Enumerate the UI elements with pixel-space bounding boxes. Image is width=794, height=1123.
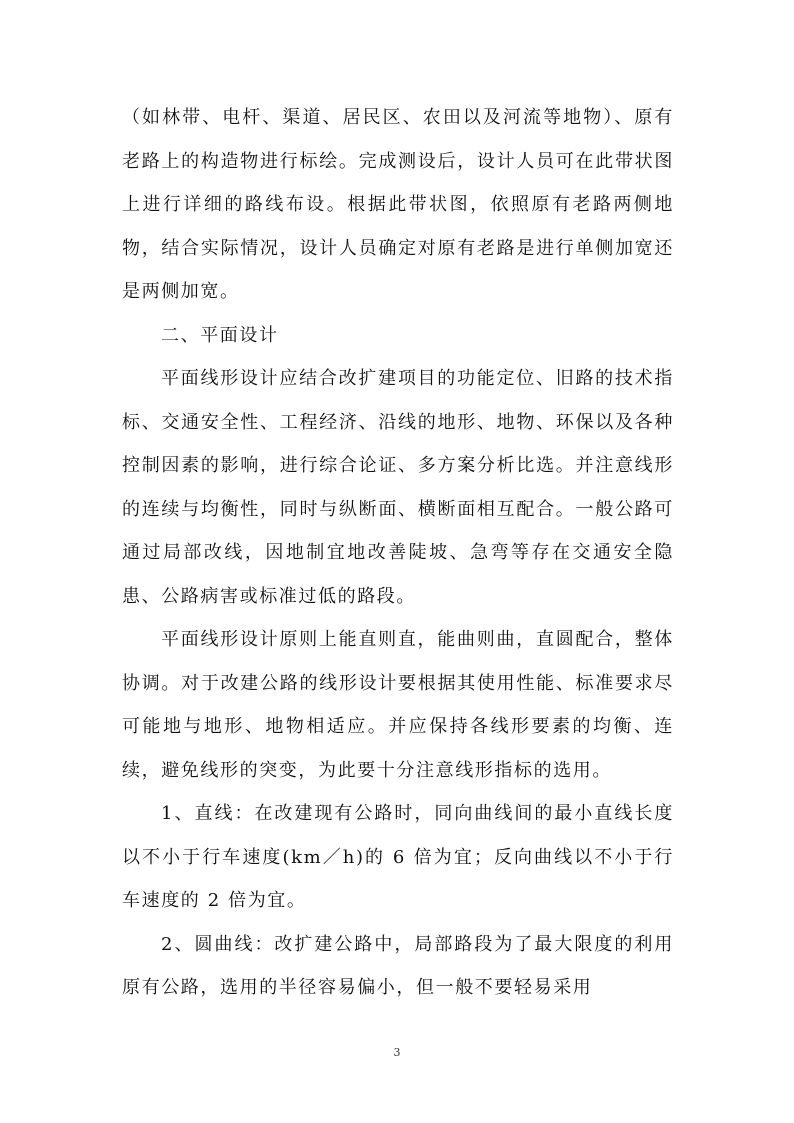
paragraph-plane-alignment-design: 平面线形设计应结合改扩建项目的功能定位、旧路的技术指标、交通安全性、工程经济、沿线的地形、地物、环保以及各种控制因素的影响，进行综合论证、多方案分析比选。并注意线形的连续与均衡性，同时与纵断面、横断面相互配合。一般公路可通过局部改线，因地制宜地改善陡坡、急弯等存在交通安全隐患、公路病害或标准过低的路段。 [122, 368, 674, 607]
paragraph-design-principles: 平面线形设计原则上能直则直，能曲则曲，直圆配合，整体协调。对于改建公路的线形设计要根据其使用性能、标准要求尽可能地与地形、地物相适应。并应保持各线形要素的均衡、连续，避免线形的突变，为此要十分注意线形指标的选用。 [122, 629, 674, 781]
paragraph-straight-line: 1、直线：在改建现有公路时，同向曲线间的最小直线长度以不小于行车速度(km／h)的 6 倍为宜；反向曲线以不小于行车速度的 2 倍为宜。 [122, 803, 674, 911]
page-number: 3 [393, 1046, 401, 1059]
paragraph-continuation: （如林带、电杆、渠道、居民区、农田以及河流等地物）、原有老路上的构造物进行标绘。完成测设后，设计人员可在此带状图上进行详细的路线布设。根据此带状图，依照原有老路两侧地物，结合实际情况，设计人员确定对原有老路是进行单侧加宽还是两侧加宽。 [122, 107, 674, 302]
section-heading-plane-design: 二、平面设计 [161, 324, 279, 346]
paragraph-circular-curve: 2、圆曲线：改扩建公路中，局部路段为了最大限度的利用原有公路，选用的半径容易偏小，但一般不要轻易采用 [122, 933, 674, 998]
body-text [122, 96, 674, 1010]
